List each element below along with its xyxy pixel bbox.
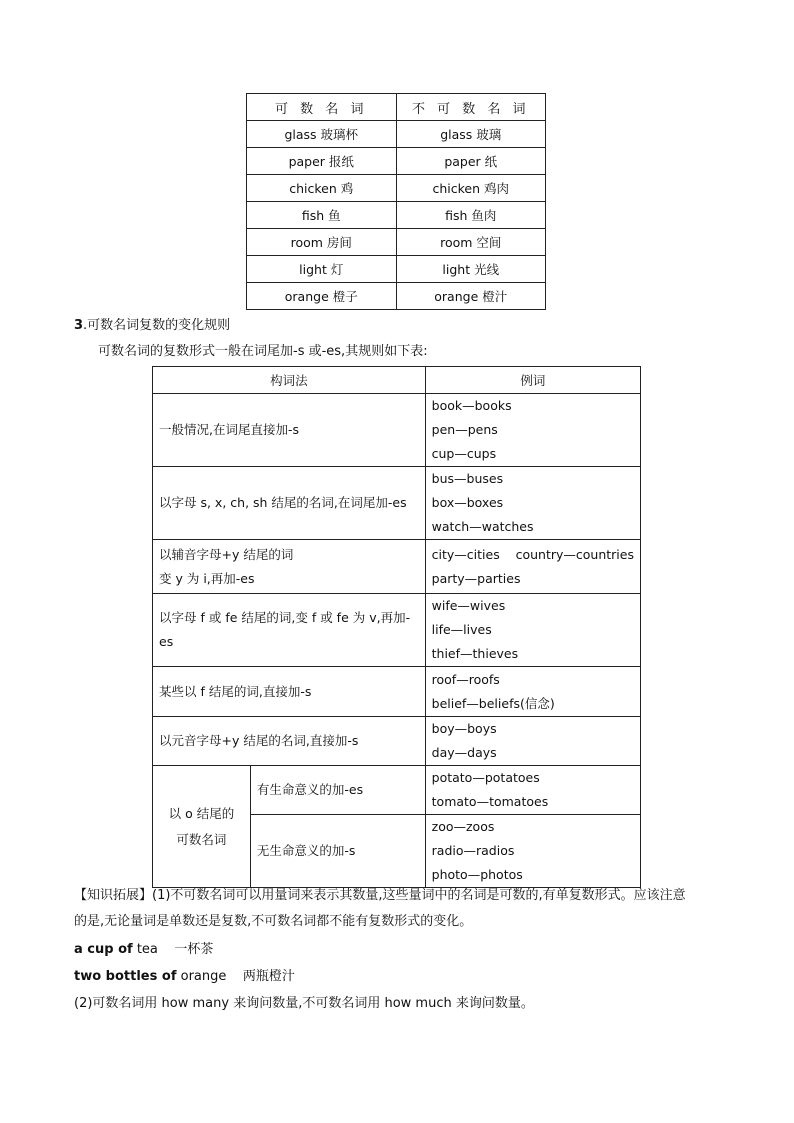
countable-cell: chicken 鸡 <box>247 175 397 202</box>
table-header-row <box>247 94 546 121</box>
example: boy—boys <box>431 721 497 736</box>
countable-cell: paper 报纸 <box>247 148 397 175</box>
table-row <box>153 467 641 540</box>
countable-uncountable-table <box>246 93 546 310</box>
uncountable-cell: paper 纸 <box>396 148 546 175</box>
example: radio—radios <box>431 843 515 858</box>
table-row <box>153 717 641 766</box>
header-examples: 例词 <box>425 367 640 394</box>
rule-cell: 一般情况,在词尾直接加-s <box>153 394 426 467</box>
table-row <box>247 175 546 202</box>
header-rule: 构词法 <box>153 367 426 394</box>
rule-cell <box>153 540 426 594</box>
uncountable-cell: chicken 鸡肉 <box>396 175 546 202</box>
rule-cell: 无生命意义的加-s <box>250 815 425 888</box>
example-bold: two bottles of <box>74 969 177 984</box>
table-row <box>247 283 546 310</box>
table-row <box>247 202 546 229</box>
example: life—lives <box>431 622 492 637</box>
example: belief—beliefs(信念) <box>431 695 555 711</box>
table-row <box>247 148 546 175</box>
rule-line: 以辅音字母+y 结尾的词 <box>159 546 294 562</box>
examples-cell <box>425 766 640 815</box>
examples-cell <box>425 667 640 717</box>
example: photo—photos <box>431 867 523 882</box>
example: bus—buses <box>431 471 504 486</box>
example: wife—wives <box>431 598 506 613</box>
rule-cell: 有生命意义的加-es <box>250 766 425 815</box>
examples-cell <box>425 815 640 888</box>
examples-cell <box>425 594 640 667</box>
extension-example-1 <box>74 938 754 962</box>
example-rest: orange 两瓶橙汁 <box>176 969 295 984</box>
table-row <box>153 394 641 467</box>
rule-cell: 以元音字母+y 结尾的名词,直接加-s <box>153 717 426 766</box>
example: tomato—tomatoes <box>431 794 549 809</box>
header-uncountable: 不 可 数 名 词 <box>396 94 546 121</box>
example: zoo—zoos <box>431 819 495 834</box>
extension-paragraph-2: (2)可数名词用 how many 来询问数量,不可数名词用 how much 来询问数量。 <box>74 996 534 1011</box>
section-3-heading <box>74 314 230 333</box>
countable-cell: fish 鱼 <box>247 202 397 229</box>
table-row <box>153 766 641 815</box>
plural-rules-table <box>152 366 641 888</box>
table-row <box>247 121 546 148</box>
example: thief—thieves <box>431 646 519 661</box>
uncountable-cell: room 空间 <box>396 229 546 256</box>
example: city—cities country—countries <box>431 546 634 562</box>
table-row <box>153 667 641 717</box>
countable-cell: room 房间 <box>247 229 397 256</box>
example-rest: tea 一杯茶 <box>132 942 214 957</box>
header-countable: 可 数 名 词 <box>247 94 397 121</box>
table-header-row <box>153 367 641 394</box>
example: watch—watches <box>431 519 534 534</box>
section-title: .可数名词复数的变化规则 <box>83 318 231 333</box>
example: box—boxes <box>431 495 504 510</box>
extension-example-2 <box>74 965 754 989</box>
example: pen—pens <box>431 422 498 437</box>
examples-cell <box>425 467 640 540</box>
example: book—books <box>431 398 512 413</box>
countable-cell: orange 橙子 <box>247 283 397 310</box>
uncountable-cell: fish 鱼肉 <box>396 202 546 229</box>
section-3-description: 可数名词的复数形式一般在词尾加-s 或-es,其规则如下表: <box>98 344 428 359</box>
countable-cell: light 灯 <box>247 256 397 283</box>
example-bold: a cup of <box>74 942 133 957</box>
o-ending-label <box>153 766 251 888</box>
label-line: 以 o 结尾的 <box>168 805 235 821</box>
table-row <box>153 594 641 667</box>
examples-cell <box>425 540 640 594</box>
examples-cell <box>425 394 640 467</box>
example: party—parties <box>431 570 521 586</box>
rule-cell: 以字母 s, x, ch, sh 结尾的名词,在词尾加-es <box>153 467 426 540</box>
example: roof—roofs <box>431 671 500 687</box>
uncountable-cell: orange 橙汁 <box>396 283 546 310</box>
example: cup—cups <box>431 446 497 461</box>
examples-cell <box>425 717 640 766</box>
extension-paragraph-1-cont: 的是,无论量词是单数还是复数,不可数名词都不能有复数形式的变化。 <box>74 914 473 929</box>
table-row <box>247 256 546 283</box>
uncountable-cell: light 光线 <box>396 256 546 283</box>
extension-paragraph-1: 【知识拓展】(1)不可数名词可以用量词来表示其数量,这些量词中的名词是可数的,有单复数形式。应该注意 <box>74 888 686 903</box>
rule-line: 变 y 为 i,再加-es <box>159 570 255 586</box>
table-row <box>247 229 546 256</box>
rule-cell: 以字母 f 或 fe 结尾的词,变 f 或 fe 为 v,再加-es <box>153 594 426 667</box>
rule-cell: 某些以 f 结尾的词,直接加-s <box>153 667 426 717</box>
example: potato—potatoes <box>431 770 540 785</box>
example: day—days <box>431 745 497 760</box>
countable-cell: glass 玻璃杯 <box>247 121 397 148</box>
uncountable-cell: glass 玻璃 <box>396 121 546 148</box>
section-number: 3 <box>74 318 84 333</box>
label-line: 可数名词 <box>176 831 227 847</box>
table-row <box>153 540 641 594</box>
